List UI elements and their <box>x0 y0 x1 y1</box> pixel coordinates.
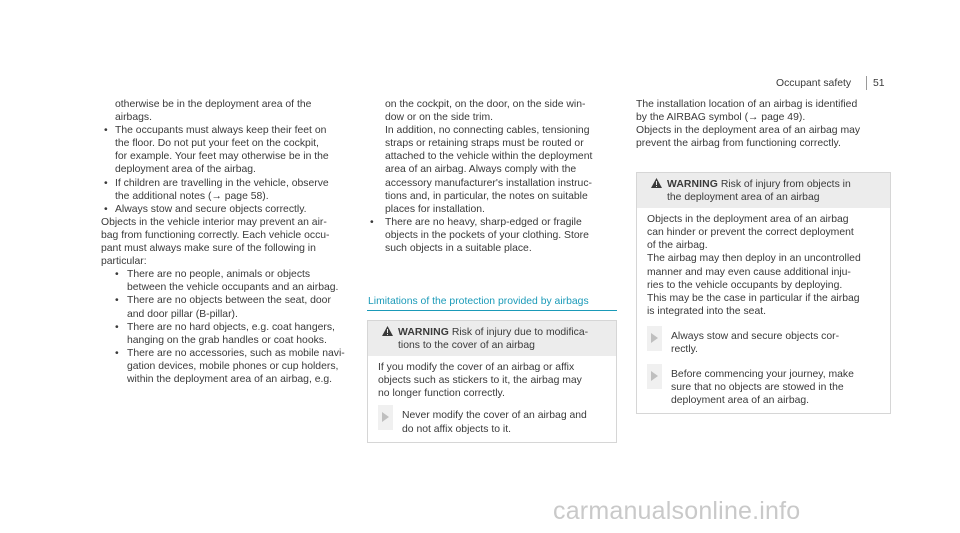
warning-box-modifications <box>367 320 617 443</box>
running-header-title: Occupant safety <box>776 78 852 89</box>
paragraph-continuation: otherwise be in the deployment area of the airbags. <box>115 99 312 124</box>
sub-bullet-no-accessories: • There are no accessories, such as mobile navi- gation devices, mobile phones or cup holders, within the deployment area of an airbag, e.g. <box>101 347 351 386</box>
bullet-stow-objects: • Always stow and secure objects correctly. <box>101 203 351 216</box>
sub-bullet-no-hard-objects: • There are no hard objects, e.g. coat hangers, hanging on the grab handles or coat hooks. <box>101 321 351 347</box>
paragraph-objects-interior: Objects in the vehicle interior may prevent an air- bag from functioning correctly. Each vehicle occu- pant must always make sure of the following in particular: <box>101 216 330 268</box>
sub-bullet-no-people: • There are no people, animals or objects between the vehicle occupants and an airbag. <box>101 268 351 294</box>
warning-label: WARNING <box>667 179 718 190</box>
arrow-right-icon <box>378 405 393 430</box>
paragraph-continuation: on the cockpit, on the door, on the side win- dow or on the side trim. <box>385 99 586 124</box>
column-1 <box>101 98 351 386</box>
section-title: Limitations of the protection provided by airbags <box>368 296 589 307</box>
paragraph-cables: In addition, no connecting cables, tensioning straps or retaining straps must be routed or attached to the vehicle within the deployment area of an airbag. Always comply with the accessory manufacturer's installation instruc- tions and, in particular, the notes on suitable places for installation. <box>385 125 593 215</box>
bullet-children-notes: • If children are travelling in the vehicle, observe the additional notes (→ page 58). <box>101 177 351 203</box>
arrow-right-icon <box>647 326 662 351</box>
paragraph-installation-location: The installation location of an airbag is identified by the AIRBAG symbol (→ page 49). <box>636 99 858 124</box>
action-step: Always stow and secure objects cor- rectly. <box>647 330 882 356</box>
warning-box-objects <box>636 172 891 414</box>
arrow-right-icon <box>647 364 662 389</box>
action-step: Never modify the cover of an airbag and do not affix objects to it. <box>378 409 608 435</box>
warning-header: WARNING Risk of injury due to modifica- tions to the cover of an airbag <box>368 321 616 356</box>
bullet-feet-on-floor: • The occupants must always keep their feet on the floor. Do not put your feet on the cockpit, for example. Your feet may otherwise be in the deployment area of the airbag. <box>101 124 351 176</box>
watermark: carmanualsonline.info <box>553 497 801 525</box>
bullet-heavy-objects: • There are no heavy, sharp-edged or fragile objects in the pockets of your clothing. Store such objects in a suitable place. <box>367 216 616 255</box>
warning-triangle-icon <box>651 178 662 188</box>
section-underline <box>367 310 617 311</box>
warning-header: WARNING Risk of injury from objects in the deployment area of an airbag <box>637 173 890 208</box>
warning-triangle-icon <box>382 326 393 336</box>
column-3 <box>636 98 887 150</box>
sub-bullet-no-objects-seat: • There are no objects between the seat, door and door pillar (B-pillar). <box>101 294 351 320</box>
warning-label: WARNING <box>398 327 449 338</box>
header-divider <box>866 76 867 90</box>
page-number: 51 <box>873 78 885 89</box>
paragraph-objects-deployment: Objects in the deployment area of an airbag may prevent the airbag from functioning correctly. <box>636 125 861 150</box>
warning-body: Objects in the deployment area of an airbag can hinder or prevent the correct deployment of the airbag. The airbag may then deploy in an uncontrolled manner and may even cause additional inju- ries to the vehicle occupants by deploying. This may be the case in particular if the airbag is integrated into the seat. Always stow and secure objects cor- rectly. Before commencing your journey, make sure that no objects are stowed in the deployment area of an airbag. <box>637 208 890 413</box>
action-step: Before commencing your journey, make sure that no objects are stowed in the deployment area of an airbag. <box>647 368 882 407</box>
warning-body: If you modify the cover of an airbag or affix objects such as stickers to it, the airbag may no longer function correctly. Never modify the cover of an airbag and do not affix objects to it. <box>368 356 616 441</box>
column-2 <box>367 98 616 255</box>
